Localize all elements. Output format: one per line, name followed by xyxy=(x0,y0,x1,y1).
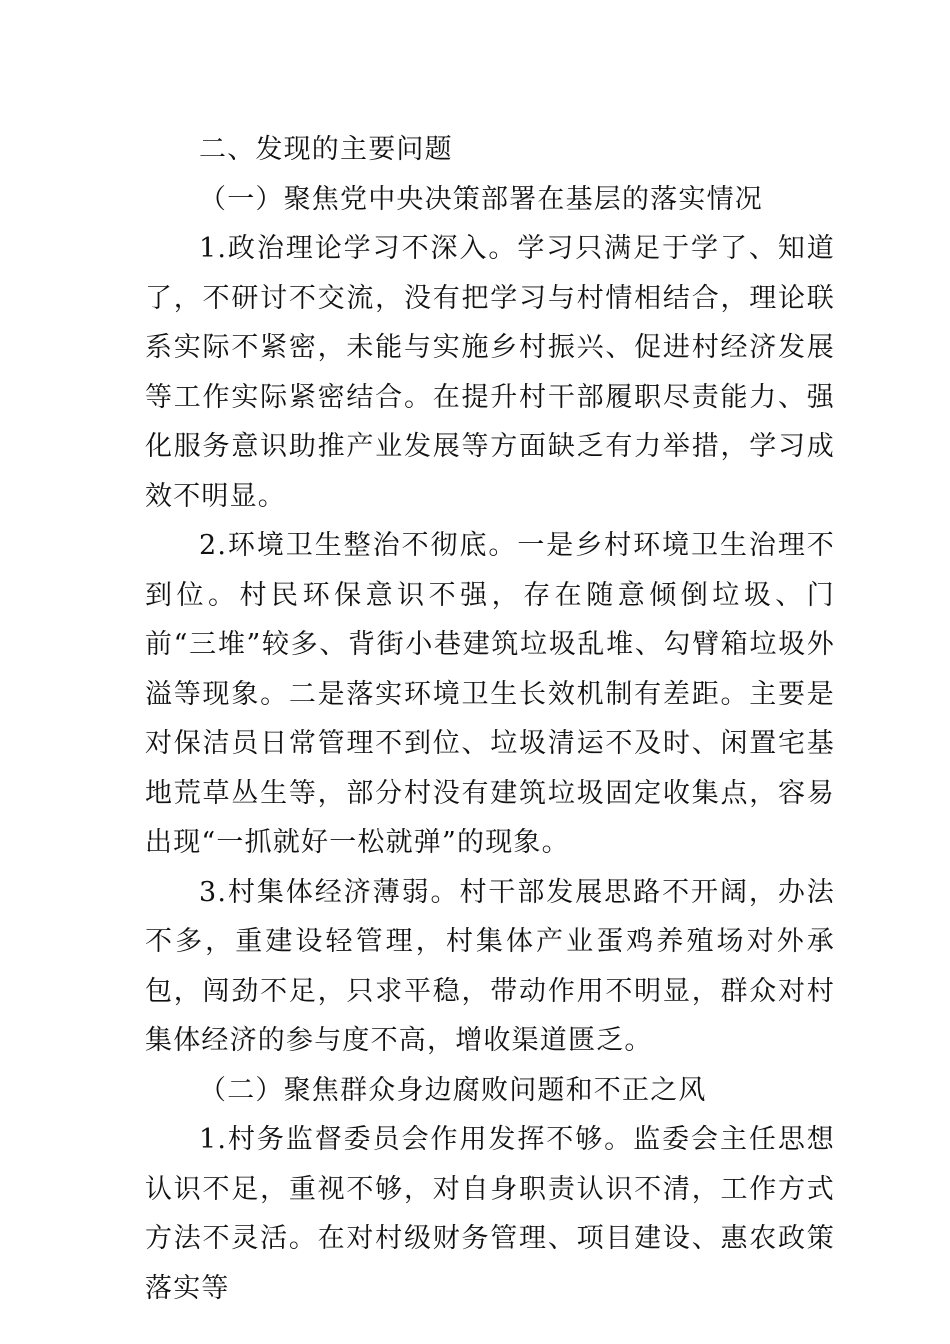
paragraph-3: 3.村集体经济薄弱。村干部发展思路不开阔，办法不多，重建设轻管理，村集体产业蛋鸡养殖场对外承包，闯劲不足，只求平稳，带动作用不明显，群众对村集体经济的参与度不高，增收渠道匮乏。 xyxy=(145,876,835,1056)
document-body xyxy=(145,125,835,1313)
paragraph-4: 1.村务监督委员会作用发挥不够。监委会主任思想认识不足，重视不够，对自身职责认识不清，工作方式方法不灵活。在对村级财务管理、项目建设、惠农政策落实等 xyxy=(145,1124,835,1304)
subsection-2-title: （二）聚焦群众身边腐败问题和不正之风 xyxy=(199,1074,707,1106)
subsection-1-title: （一）聚焦党中央决策部署在基层的落实情况 xyxy=(199,183,763,215)
paragraph-1: 1.政治理论学习不深入。学习只满足于学了、知道了，不研讨不交流，没有把学习与村情相结合，理论联系实际不紧密，未能与实施乡村振兴、促进村经济发展等工作实际紧密结合。在提升村干部履职尽责能力、强化服务意识助推产业发展等方面缺乏有力举措，学习成效不明显。 xyxy=(145,233,835,512)
paragraph-2: 2.环境卫生整治不彻底。一是乡村环境卫生治理不到位。村民环保意识不强，存在随意倾倒垃圾、门前“三堆”较多、背街小巷建筑垃圾乱堆、勾臂箱垃圾外溢等现象。二是落实环境卫生长效机制有差距。主要是对保洁员日常管理不到位、垃圾清运不及时、闲置宅基地荒草丛生等，部分村没有建筑垃圾固定收集点，容易出现“一抓就好一松就弹”的现象。 xyxy=(145,530,835,858)
section-title: 二、发现的主要问题 xyxy=(199,134,453,165)
